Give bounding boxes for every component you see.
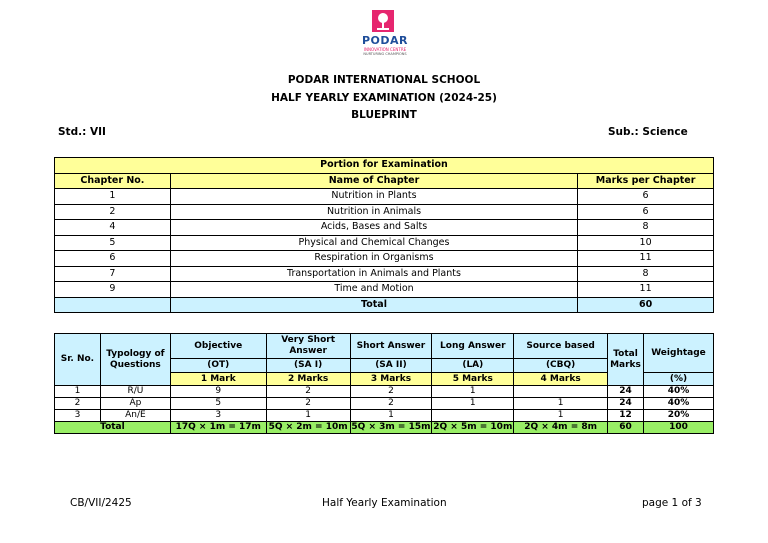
table-row — [55, 386, 714, 398]
la-count: 1 — [432, 398, 514, 410]
chapter-no: 1 — [55, 189, 171, 205]
chapter-marks: 6 — [578, 189, 714, 205]
vsa-count: 2 — [266, 398, 350, 410]
cbq-count: 1 — [514, 398, 608, 410]
logo-name: PODAR — [361, 34, 409, 47]
chapter-name: Transportation in Animals and Plants — [170, 266, 577, 282]
sa-count: 2 — [350, 386, 432, 398]
grand-total-marks: 60 — [608, 422, 644, 434]
chapter-name: Nutrition in Animals — [170, 204, 577, 220]
col-weightage: Weightage — [644, 334, 714, 373]
sa-abbr: (SA II) — [350, 359, 432, 373]
sa-total: 5Q × 3m = 15m — [351, 422, 431, 432]
vsa-abbr: (SA I) — [266, 359, 350, 373]
la-count — [432, 410, 514, 422]
exam-title: HALF YEARLY EXAMINATION (2024-25) — [271, 92, 497, 104]
chapter-name: Acids, Bases and Salts — [170, 220, 577, 236]
sa-count: 1 — [350, 410, 432, 422]
chapter-marks: 8 — [578, 266, 714, 282]
col-sr-no: Sr. No. — [55, 334, 101, 386]
typology-table — [54, 333, 714, 434]
empty-cell — [55, 297, 171, 313]
ot-abbr: (OT) — [170, 359, 266, 373]
sr-no: 2 — [55, 398, 101, 410]
sr-no: 3 — [55, 410, 101, 422]
chapter-no: 9 — [55, 282, 171, 298]
total-label: Total — [55, 422, 171, 434]
logo-tagline: INNOVATION CENTRE — [363, 47, 407, 52]
chapter-marks: 11 — [578, 282, 714, 298]
grand-total-weightage: 100 — [644, 422, 714, 434]
table-row — [55, 282, 714, 298]
la-count: 1 — [432, 386, 514, 398]
chapter-name: Nutrition in Plants — [170, 189, 577, 205]
table-row — [55, 204, 714, 220]
col-typology: Typology of Questions — [100, 334, 170, 386]
row-total: 12 — [608, 410, 644, 422]
chapter-marks: 10 — [578, 235, 714, 251]
la-total: 2Q × 5m = 10m — [433, 422, 513, 432]
school-logo — [352, 10, 418, 58]
ot-total: 17Q × 1m = 17m — [170, 422, 266, 434]
chapter-name: Respiration in Organisms — [170, 251, 577, 267]
vsa-total: 5Q × 2m = 10m — [266, 422, 350, 434]
chapter-name: Time and Motion — [170, 282, 577, 298]
cbq-mark: 4 Marks — [514, 373, 608, 386]
row-weightage: 40% — [644, 386, 714, 398]
chapter-marks: 8 — [578, 220, 714, 236]
typology-total-row — [55, 422, 714, 434]
portion-title: Portion for Examination — [55, 158, 714, 174]
subject-label: Sub.: Science — [608, 126, 688, 138]
col-chapter-no: Chapter No. — [55, 173, 171, 189]
col-marks: Marks per Chapter — [578, 173, 714, 189]
chapter-no: 2 — [55, 204, 171, 220]
school-name: PODAR INTERNATIONAL SCHOOL — [287, 74, 481, 86]
chapter-no: 4 — [55, 220, 171, 236]
ot-count: 3 — [170, 410, 266, 422]
row-weightage: 40% — [644, 398, 714, 410]
vsa-count: 1 — [266, 410, 350, 422]
chapter-no: 5 — [55, 235, 171, 251]
cbq-abbr: (CBQ) — [514, 359, 608, 373]
table-row — [55, 189, 714, 205]
col-long: Long Answer — [432, 334, 514, 359]
ot-mark: 1 Mark — [170, 373, 266, 386]
footer-title: Half Yearly Examination — [322, 497, 447, 509]
col-chapter-name: Name of Chapter — [170, 173, 577, 189]
portion-total-row — [55, 297, 714, 313]
chapter-no: 6 — [55, 251, 171, 267]
weight-unit: (%) — [644, 373, 714, 386]
page-number: page 1 of 3 — [642, 497, 702, 509]
vsa-count: 2 — [266, 386, 350, 398]
sa-mark: 3 Marks — [350, 373, 432, 386]
row-total: 24 — [608, 398, 644, 410]
cbq-count: 1 — [514, 410, 608, 422]
chapter-name: Physical and Chemical Changes — [170, 235, 577, 251]
vsa-mark: 2 Marks — [266, 373, 350, 386]
typology: R/U — [100, 386, 170, 398]
chapter-marks: 11 — [578, 251, 714, 267]
col-source: Source based — [514, 334, 608, 359]
logo-tree-icon — [372, 10, 394, 32]
portion-header-row — [55, 173, 714, 189]
ot-count: 5 — [170, 398, 266, 410]
sr-no: 1 — [55, 386, 101, 398]
row-weightage: 20% — [644, 410, 714, 422]
table-row — [55, 235, 714, 251]
typology: Ap — [100, 398, 170, 410]
sa-count: 2 — [350, 398, 432, 410]
typology: An/E — [100, 410, 170, 422]
table-row — [55, 251, 714, 267]
table-row — [55, 410, 714, 422]
table-row — [55, 266, 714, 282]
ot-count: 9 — [170, 386, 266, 398]
col-total-marks: Total Marks — [608, 334, 644, 386]
portion-title-row — [55, 158, 714, 174]
col-very-short: Very Short Answer — [266, 334, 350, 359]
la-abbr: (LA) — [432, 359, 514, 373]
cbq-count — [514, 386, 608, 398]
standard-label: Std.: VII — [58, 126, 106, 138]
cbq-total: 2Q × 4m = 8m — [514, 422, 608, 434]
footer-code: CB/VII/2425 — [70, 497, 132, 509]
row-total: 24 — [608, 386, 644, 398]
total-label: Total — [170, 297, 577, 313]
portion-table — [54, 157, 714, 313]
chapter-no: 7 — [55, 266, 171, 282]
table-row — [55, 220, 714, 236]
la-mark: 5 Marks — [432, 373, 514, 386]
chapter-marks: 6 — [578, 204, 714, 220]
total-value: 60 — [578, 297, 714, 313]
logo-sub: NURTURING CHAMPIONS — [363, 52, 407, 56]
doc-title: BLUEPRINT — [351, 109, 417, 121]
col-short: Short Answer — [350, 334, 432, 359]
table-row — [55, 398, 714, 410]
col-objective: Objective — [170, 334, 266, 359]
